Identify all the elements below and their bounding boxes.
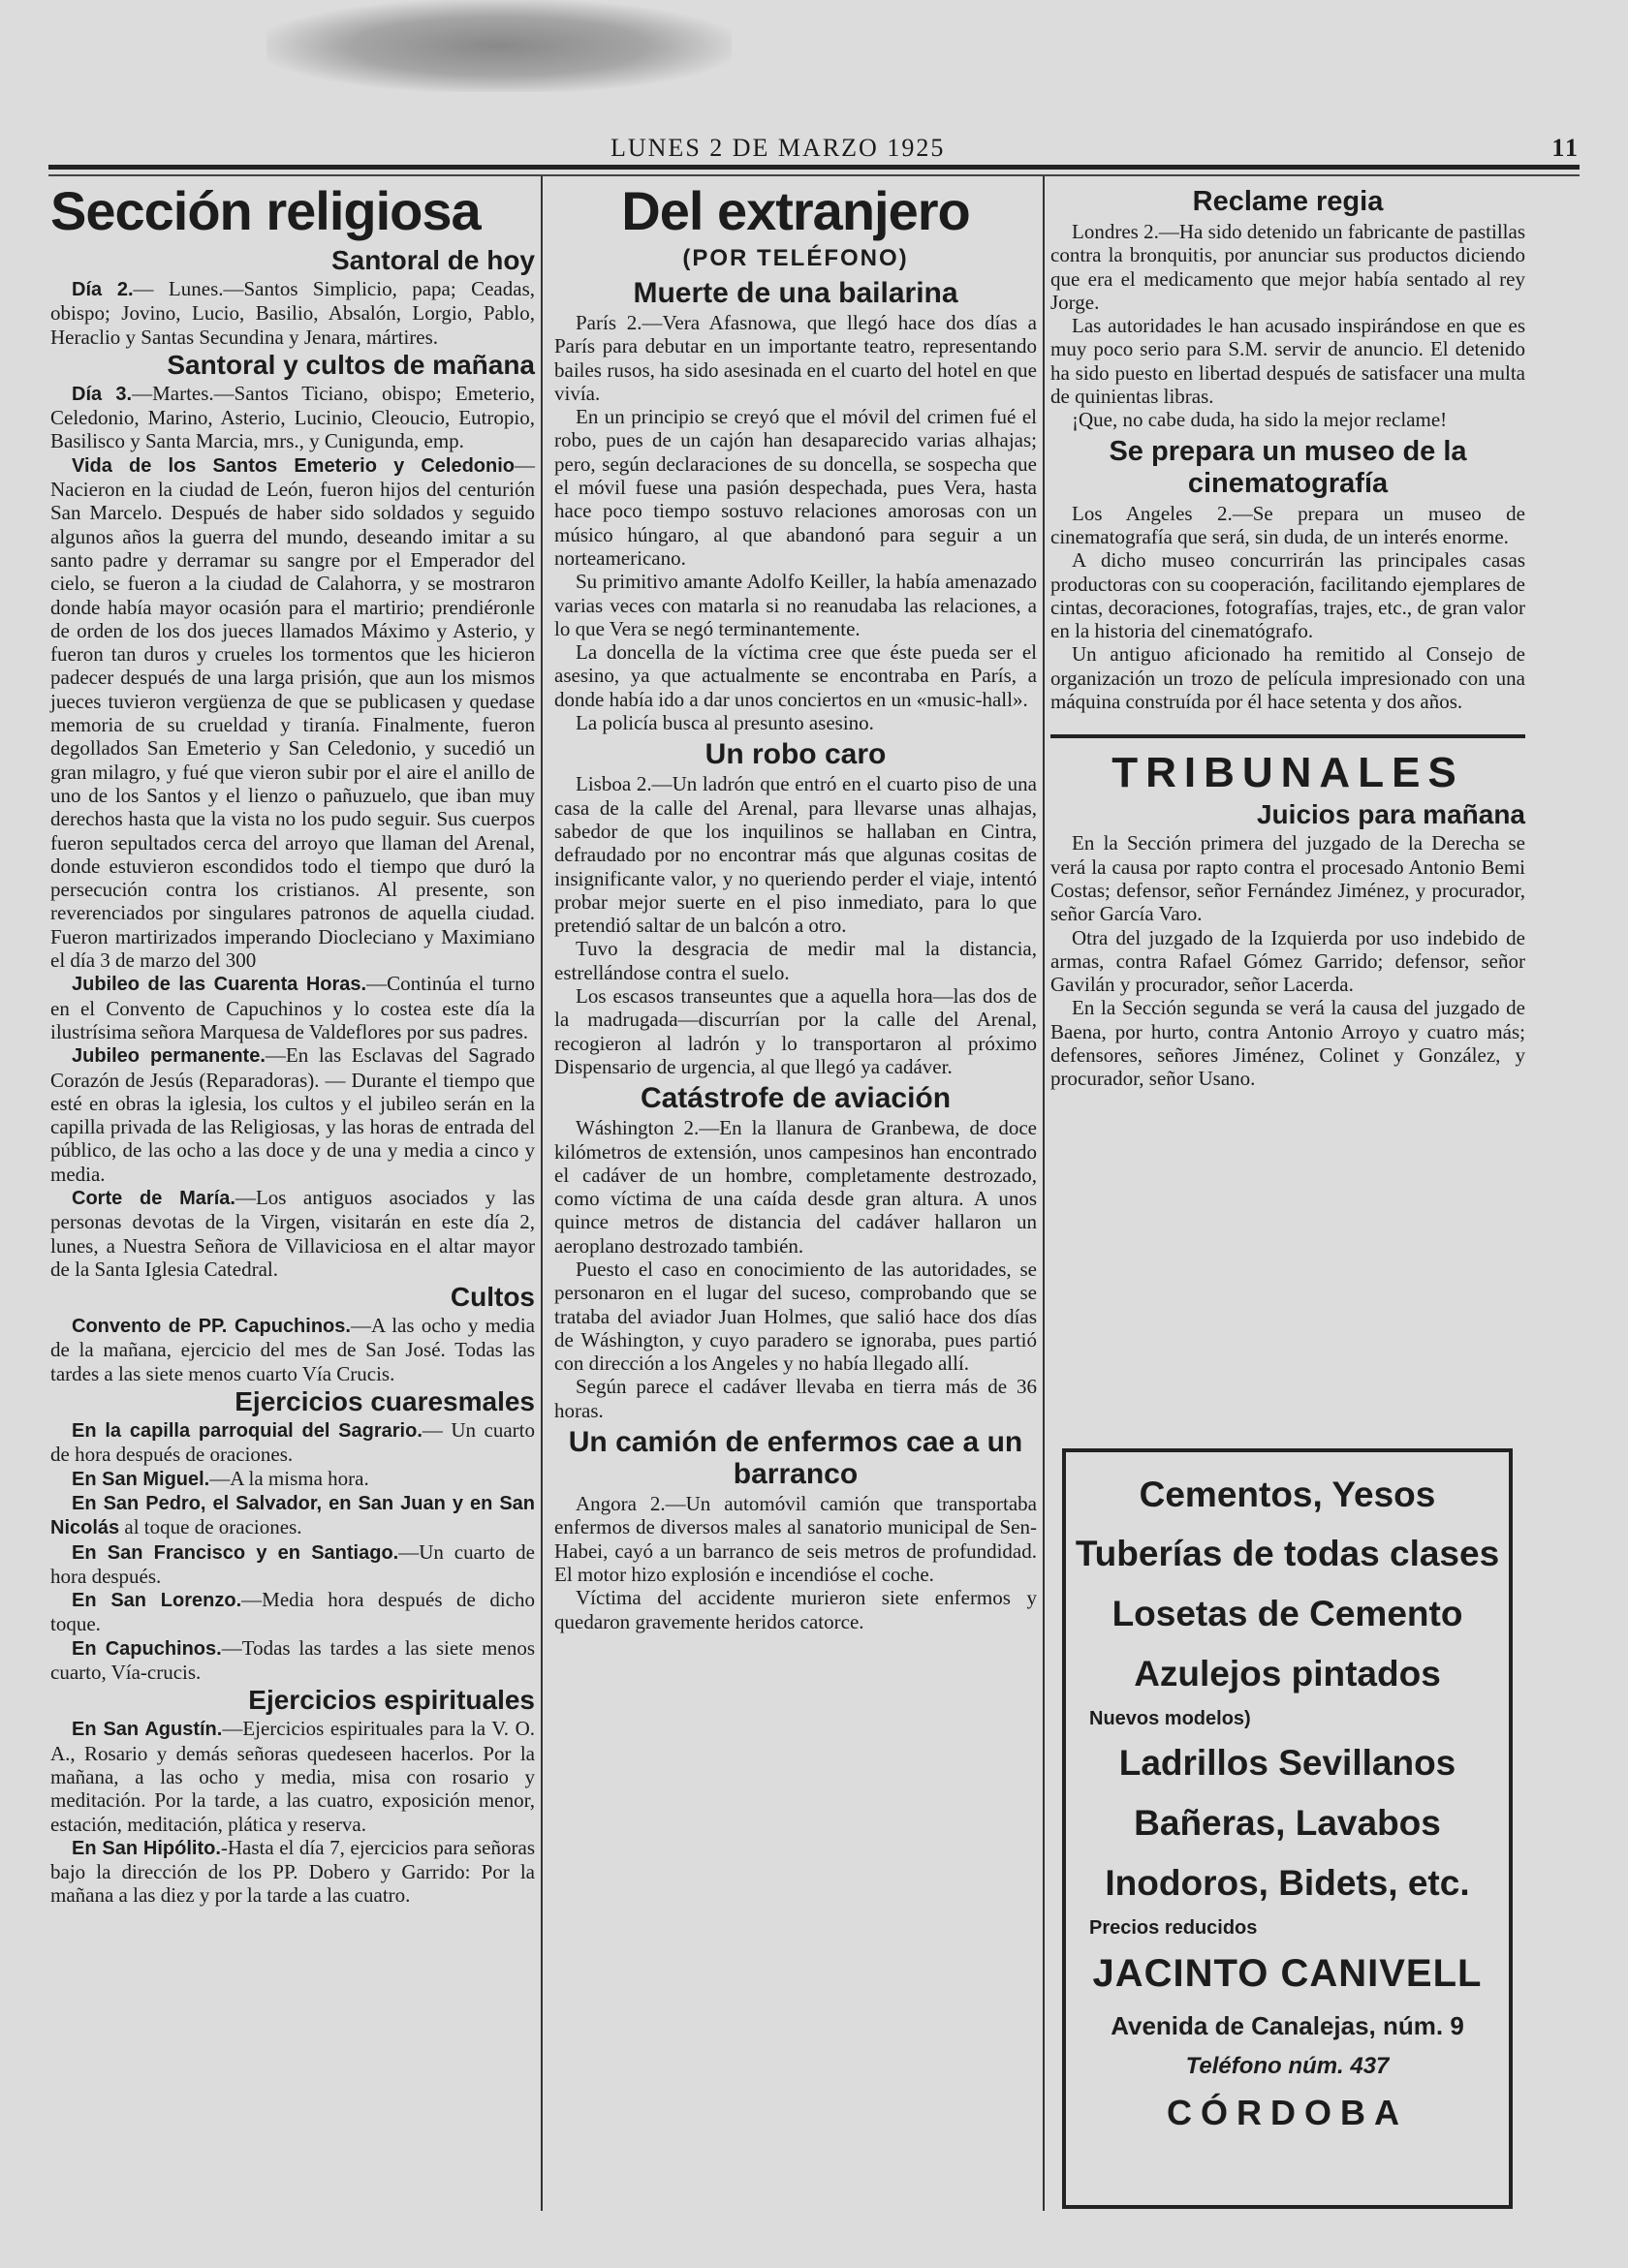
article-paragraph: Según parece el cadáver llevaba en tierra más de 36 horas. bbox=[554, 1375, 1037, 1422]
article-headline: Se prepara un museo de la cinematografía bbox=[1109, 435, 1467, 499]
entry-text: —Ejercicios espirituales para la V. O. A., Rosario y demás señoras quedeseen hacerlos. Por la mañana, a las ocho y media, misa con rosario y meditación. Por la tarde, a las cuatro, exposición menor, estación, meditación, plática y reserva. bbox=[50, 1717, 535, 1836]
article-paragraph: Un antiguo aficionado ha remitido al Consejo de organización un trozo de película impresionado con una máquina construída por él hace setenta y dos años. bbox=[1050, 642, 1525, 714]
ad-city: CÓRDOBA bbox=[1167, 2093, 1408, 2132]
article-paragraph: Otra del juzgado de la Izquierda por uso indebido de armas, contra Rafael Gómez Garrido; defensor, señor Gavilán y procurador, señor Lacerda. bbox=[1050, 925, 1525, 997]
article-paragraph: Tuvo la desgracia de medir mal la distancia, estrellándose contra el suelo. bbox=[554, 937, 1037, 984]
entry-label: En San Lorenzo. bbox=[72, 1590, 242, 1612]
article-headline: Un robo caro bbox=[704, 738, 887, 771]
section-rule bbox=[1050, 734, 1525, 738]
article-paragraph: París 2.—Vera Afasnowa, que llegó hace dos días a París para debutar en un importante teatro, representando bailes rusos, ha sido asesinada en el cuarto del hotel en que vivía. bbox=[554, 311, 1037, 405]
entry-label: En la capilla parroquial del Sagrario. bbox=[72, 1420, 423, 1443]
ad-line: Bañeras, Lavabos bbox=[1134, 1803, 1441, 1843]
entry-text: — Un cuarto de hora después de oraciones. bbox=[50, 1418, 535, 1467]
header-rule bbox=[48, 165, 1580, 170]
entry-text: —Nacieron en la ciudad de León, fueron hijos del centurión San Marcelo. Después de haber sido soldados y seguido algunos años la guerra del mundo, deseando imitar a su santo padre y derramar su sangre por el Emperador del cielo, se fueron a la ciudad de Calahorra, y se mostraron donde había mayor ocasión para el martirio; prendiéronle de orden de los dos jueces llamados Máximo y Asterio, y fueron tan duros y crueles los tormentos que les hicieron padecer después de una larga prisión, que aun los mismos jueces tuvieron vergüenza de que se publicasen y quedase memoria de su crueldad y tiranía. Finalmente, fueron degollados San Emeterio y San Celedonio, y sucedió un gran milagro, y fué que vieron subir por el aire el anillo de uno de los Santos y el lienzo o pañuzuelo, que iban muy derechos hasta que la vista no los pudo seguir. Sus cuerpos fueron sepultados cerca del arroyo que llaman del Arenal, donde estuvieron escondidos todo el tiempo que duró la persecución contra los cristianos. Al presente, son reverenciados por singulares patronos de aquella ciudad. Fueron martirizados imperando Diocleciano y Maximiano el día 3 de marzo del 300 bbox=[50, 452, 535, 973]
entry-label: Día 2. bbox=[72, 279, 134, 300]
ad-phone: Teléfono núm. 437 bbox=[1185, 2053, 1390, 2079]
subhead-santoral-manana: Santoral y cultos de mañana bbox=[167, 349, 535, 380]
ad-note: Precios reducidos bbox=[1089, 1917, 1258, 1939]
header-rule-thin bbox=[48, 174, 1580, 176]
article-paragraph: Su primitivo amante Adolfo Keiller, la había amenazado varias veces con matarla si no reanudaba las relaciones, a lo que Vera se negó terminantemente. bbox=[554, 570, 1037, 640]
article-paragraph: Puesto el caso en conocimiento de las autoridades, se personaron en el lugar del suceso, comprobando que se trataba del aviador Juan Holmes, que salió hace dos días de Wáshington, y cuyo paradero se ignoraba, pues partió con dirección a los Angeles y no había llegado allí. bbox=[554, 1257, 1037, 1376]
entry-text: al toque de oraciones. bbox=[119, 1515, 302, 1539]
page-header bbox=[48, 134, 1580, 165]
article-headline: Reclame regia bbox=[1192, 186, 1384, 217]
column-divider bbox=[1043, 176, 1045, 2211]
ad-line: Inodoros, Bidets, etc. bbox=[1105, 1863, 1470, 1903]
entry-text: — Lunes.—Santos Simplicio, papa; Ceadas, obispo; Jovino, Lucio, Basilio, Absalón, Lorgio, Pablo, Heraclio y Santas Secundina y Jenara, mártires. bbox=[50, 277, 535, 349]
entry-label: Vida de los Santos Emeterio y Celedonio bbox=[72, 454, 515, 477]
entry-label: Jubileo permanente. bbox=[72, 1045, 266, 1068]
entry-label: Corte de María. bbox=[72, 1187, 235, 1209]
ad-line: Ladrillos Sevillanos bbox=[1118, 1743, 1456, 1783]
subhead-santoral-hoy: Santoral de hoy bbox=[330, 245, 535, 275]
entry-text: —A las ocho y media de la mañana, ejercicio del mes de San José. Todas las tardes a las siete menos cuarto Vía Crucis. bbox=[50, 1314, 535, 1385]
entry-label: En San Agustín. bbox=[72, 1719, 223, 1741]
column-divider bbox=[541, 176, 543, 2211]
column-foreign-news bbox=[554, 182, 1037, 1633]
article-headline: Catástrofe de aviación bbox=[640, 1082, 952, 1115]
entry-label: En San Francisco y en Santiago. bbox=[72, 1541, 399, 1564]
column-religious bbox=[50, 182, 535, 1908]
article-paragraph: La policía busca al presunto asesino. bbox=[576, 711, 874, 735]
entry-text: —Continúa el turno en el Convento de Capuchinos y lo costea este día la ilustrísima señora Marquesa de Valdeflores por sus padres. bbox=[50, 972, 535, 1043]
entry-label: En San Pedro, el Salvador, en San Juan y en San Nicolás bbox=[50, 1492, 535, 1539]
article-paragraph: Las autoridades le han acusado inspirándose en que es muy poco serio para S.M. servir de anuncio. El detenido ha sido puesto en libertad después de satisfacer una multa de quinientas libras. bbox=[1050, 314, 1525, 409]
entry-text: —Los antiguos asociados y las personas devotas de la Virgen, visitarán en este día 2, lunes, a Nuestra Señora de Villaviciosa en el altar mayor de la Santa Iglesia Catedral. bbox=[50, 1185, 536, 1281]
article-paragraph: Angora 2.—Un automóvil camión que transportaba enfermos de diversos males al sanatorio municipal de Sen-Habei, cayó a un barranco de seis metros de profundidad. El motor hizo explosión e incendióse el coche. bbox=[554, 1492, 1037, 1586]
header-date: LUNES 2 DE MARZO 1925 bbox=[610, 134, 946, 162]
subhead-juicios: Juicios para mañana bbox=[1256, 799, 1525, 830]
section-title: Sección religiosa bbox=[50, 180, 481, 241]
article-paragraph: En la Sección segunda se verá la causa del juzgado de Baena, por hurto, contra Antonio Arroyo y cuatro más; defensores, señores Jiménez, Colinet y González, y procurador, señor Usano. bbox=[1050, 996, 1525, 1091]
entry-text: -Hasta el día 7, ejercicios para señoras bajo la dirección de los PP. Dobero y Garrido: Por la mañana a las diez y por la tarde a las cuatro. bbox=[50, 1835, 535, 1908]
entry-label: Jubileo de las Cuarenta Horas. bbox=[72, 974, 367, 996]
entry-label: En San Hipólito. bbox=[72, 1837, 221, 1859]
entry-label: Día 3. bbox=[72, 383, 133, 405]
ad-note: Nuevos modelos) bbox=[1089, 1708, 1251, 1729]
ad-line: Losetas de Cemento bbox=[1111, 1594, 1463, 1633]
article-paragraph: Los escasos transeuntes que a aquella hora—las dos de la madrugada—discurrían por la calle del Arenal, recogieron al ladrón y lo transportaron al próximo Dispensario de urgencia, al que llegó ya cadáver. bbox=[554, 984, 1037, 1078]
entry-text: —Un cuarto de hora después. bbox=[50, 1539, 535, 1588]
article-paragraph: La doncella de la víctima cree que éste pueda ser el asesino, ya que actualmente se encontraba en París, a donde había ido a dar unos conciertos en un «music-hall». bbox=[554, 640, 1037, 711]
section-title-tribunales: TRIBUNALES bbox=[1111, 749, 1464, 797]
section-title: Del extranjero bbox=[621, 180, 970, 241]
article-paragraph: Víctima del accidente murieron siete enfermos y quedaron gravemente heridos catorce. bbox=[554, 1586, 1037, 1633]
entry-text: —Martes.—Santos Ticiano, obispo; Emeterio, Celedonio, Marino, Asterio, Lucinio, Cleoucio, Eutropio, Basilisco y Santa Marcia, mrs., y Cunigunda, emp. bbox=[50, 381, 535, 453]
ad-line: Tuberías de todas clases bbox=[1075, 1534, 1500, 1573]
article-headline: Un camión de enfermos cae a un barranco bbox=[568, 1426, 1023, 1491]
article-paragraph: Londres 2.—Ha sido detenido un fabricante de pastillas contra la bronquitis, por anunciar sus productos diciendo que era el medicamento que mejor había sentado al rey Jorge. bbox=[1050, 220, 1525, 314]
ad-company-name: JACINTO CANIVELL bbox=[1092, 1952, 1483, 1995]
article-paragraph: Lisboa 2.—Un ladrón que entró en el cuarto piso de una casa de la calle del Arenal, para llevarse unas alhajas, sabedor de que los inquilinos se hallaban en Cintra, defraudado por no encontrar más que algunas cositas de insignificante valor, y no queriendo perder el viaje, intentó probar mejor suerte en el piso inmediato, para lo que pretendió saltar de un balcón a otro. bbox=[554, 772, 1037, 938]
entry-label: En San Miguel. bbox=[72, 1468, 210, 1490]
section-subtitle: (POR TELÉFONO) bbox=[682, 245, 909, 271]
column-misc bbox=[1050, 182, 1525, 1091]
entry-label: En Capuchinos. bbox=[72, 1637, 222, 1660]
ad-line: Azulejos pintados bbox=[1134, 1654, 1441, 1693]
article-paragraph: Wáshington 2.—En la llanura de Granbewa, de doce kilómetros de extensión, unos campesinos han encontrado el cadáver de un hombre, completamente destrozado, como víctima de una caída desde gran altura. A unos quince metros de distancia del cadáver hallaron un aeroplano destrozado también. bbox=[554, 1116, 1037, 1258]
article-headline: Muerte de una bailarina bbox=[633, 277, 958, 309]
subhead-ejercicios-espirituales: Ejercicios espirituales bbox=[248, 1685, 535, 1716]
entry-label: Convento de PP. Capuchinos. bbox=[72, 1316, 351, 1338]
page-number: 11 bbox=[1551, 134, 1580, 162]
article-paragraph: ¡Que, no cabe duda, ha sido la mejor reclame! bbox=[1072, 408, 1448, 432]
ad-line: Cementos, Yesos bbox=[1139, 1475, 1436, 1514]
article-paragraph: Los Angeles 2.—Se prepara un museo de cinematografía que será, sin duda, de un interés enorme. bbox=[1050, 501, 1525, 548]
article-paragraph: En un principio se creyó que el móvil del crimen fué el robo, pues de un cajón han desaparecido varias alhajas; pero, según declaraciones de su doncella, se sospecha que el móvil fuese una pasión despechada, pues Vera, hasta hace poco tiempo sostuvo relaciones amorosas con un músico húngaro, al que abandonó para seguir a un norteamericano. bbox=[554, 405, 1037, 570]
subhead-cultos: Cultos bbox=[450, 1282, 535, 1313]
entry-text: —Media hora después de dicho toque. bbox=[50, 1588, 535, 1636]
ink-smudge bbox=[266, 0, 732, 92]
subhead-ejercicios-cuaresmales: Ejercicios cuaresmales bbox=[235, 1386, 535, 1417]
ad-address: Avenida de Canalejas, núm. 9 bbox=[1111, 2011, 1464, 2040]
article-paragraph: En la Sección primera del juzgado de la Derecha se verá la causa por rapto contra el procesado Antonio Bemi Costas; defensor, señor Fernández Jiménez, y procurador, señor García Varo. bbox=[1050, 831, 1525, 926]
entry-text: —En las Esclavas del Sagrado Corazón de Jesús (Reparadoras). — Durante el tiempo que esté en obras la iglesia, los cultos y el jubileo serán en la capilla privada de las Religiosas, y las horas de entrada del público, de las ocho a las doce y de una y media a cinco y media. bbox=[50, 1043, 535, 1186]
entry-text: —Todas las tardes a las siete menos cuarto, Vía-crucis. bbox=[50, 1635, 535, 1685]
advertisement-box bbox=[1062, 1448, 1513, 2209]
entry-text: —A la misma hora. bbox=[209, 1466, 369, 1490]
article-paragraph: A dicho museo concurrirán las principales casas productoras con su cooperación, facilitando ejemplares de cintas, decoraciones, fotografías, trajes, etc., de gran valor en la historia del cinematógrafo. bbox=[1050, 548, 1525, 643]
